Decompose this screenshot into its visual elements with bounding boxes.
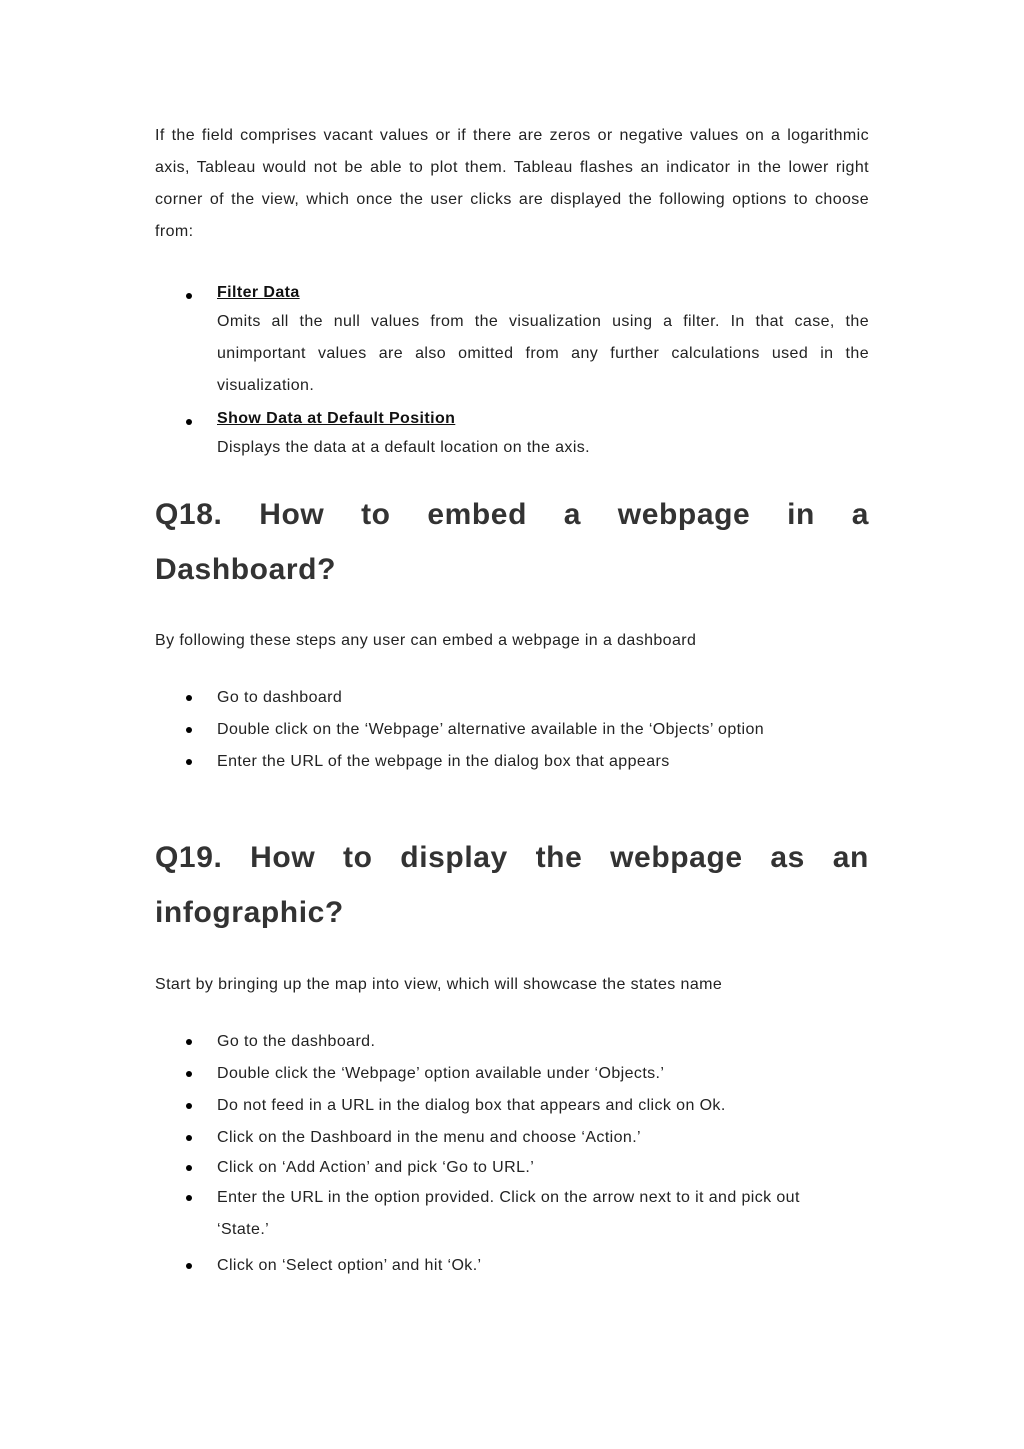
bullet-icon bbox=[186, 1039, 192, 1045]
step-text: Click on ‘Select option’ and hit ‘Ok.’ bbox=[217, 1257, 482, 1274]
bullet-icon bbox=[186, 695, 192, 701]
step-text: Enter the URL in the option provided. Click on the arrow next to it and pick out ‘State.’ bbox=[217, 1189, 800, 1238]
heading-word: webpage bbox=[610, 841, 743, 874]
list-item bbox=[155, 746, 815, 778]
list-item bbox=[155, 1058, 835, 1090]
step-text: Click on ‘Add Action’ and pick ‘Go to URL.’ bbox=[217, 1159, 535, 1176]
heading-word: How bbox=[259, 498, 325, 531]
option-title: Show Data at Default Position bbox=[217, 410, 456, 427]
heading-word: an bbox=[832, 841, 869, 874]
list-item bbox=[155, 1182, 817, 1246]
step-text: Go to dashboard bbox=[217, 689, 343, 706]
q19-steps-list bbox=[155, 1026, 835, 1282]
bullet-icon bbox=[186, 759, 192, 765]
bullet-icon bbox=[186, 1071, 192, 1077]
bullet-icon bbox=[186, 293, 192, 299]
list-item bbox=[155, 682, 815, 714]
step-text: Click on the Dashboard in the menu and choose ‘Action.’ bbox=[217, 1129, 642, 1146]
heading-word: a bbox=[563, 498, 582, 531]
list-item bbox=[155, 714, 815, 746]
heading-word: the bbox=[535, 841, 583, 874]
option-description: Displays the data at a default location on the axis. bbox=[217, 439, 591, 456]
bullet-icon bbox=[186, 1103, 192, 1109]
heading-word: a bbox=[851, 498, 869, 531]
list-item bbox=[155, 1090, 835, 1122]
heading-word: embed bbox=[427, 498, 528, 531]
heading-word: How bbox=[250, 841, 316, 874]
intro-paragraph: If the field comprises vacant values or if there are zeros or negative values on a logarithmic axis, Tableau would not be able to plot them. Tableau flashes an indicator in the lower right corner of the view, which once the user clicks are displayed the following options to choose from: bbox=[155, 127, 869, 240]
list-item bbox=[155, 280, 869, 402]
step-text: Do not feed in a URL in the dialog box that appears and click on Ok. bbox=[217, 1097, 726, 1114]
heading-word: Q18. bbox=[155, 498, 223, 531]
q19-heading-line2: infographic? bbox=[155, 896, 344, 929]
step-text: Double click on the ‘Webpage’ alternative available in the ‘Objects’ option bbox=[217, 721, 765, 738]
heading-word: to bbox=[343, 841, 373, 874]
bullet-icon bbox=[186, 419, 192, 425]
bullet-icon bbox=[186, 1195, 192, 1201]
q19-heading bbox=[155, 830, 869, 940]
list-item bbox=[155, 406, 869, 464]
heading-word: display bbox=[400, 841, 508, 874]
option-description: Omits all the null values from the visualization using a filter. In that case, the unimportant values are also omitted from any further calculations used in the visualization. bbox=[217, 313, 869, 394]
list-item bbox=[155, 1122, 835, 1154]
q18-heading bbox=[155, 487, 869, 597]
heading-word: in bbox=[787, 498, 815, 531]
q18-intro: By following these steps any user can embed a webpage in a dashboard bbox=[155, 632, 697, 649]
step-text: Double click the ‘Webpage’ option available under ‘Objects.’ bbox=[217, 1065, 665, 1082]
q18-heading-line1 bbox=[155, 487, 869, 542]
option-title: Filter Data bbox=[217, 284, 300, 301]
q19-intro: Start by bringing up the map into view, which will showcase the states name bbox=[155, 976, 723, 993]
bullet-icon bbox=[186, 1135, 192, 1141]
q19-heading-line1 bbox=[155, 830, 869, 885]
heading-word: webpage bbox=[617, 498, 751, 531]
q18-heading-line2: Dashboard? bbox=[155, 553, 337, 586]
bullet-icon bbox=[186, 1165, 192, 1171]
bullet-icon bbox=[186, 727, 192, 733]
heading-word: to bbox=[361, 498, 391, 531]
list-item bbox=[155, 1154, 835, 1182]
step-text: Enter the URL of the webpage in the dialog box that appears bbox=[217, 753, 670, 770]
q18-steps-list bbox=[155, 682, 815, 778]
heading-word: as bbox=[770, 841, 805, 874]
step-text: Go to the dashboard. bbox=[217, 1033, 376, 1050]
heading-word: Q19. bbox=[155, 841, 223, 874]
list-item bbox=[155, 1026, 835, 1058]
options-list bbox=[155, 280, 869, 464]
list-item bbox=[155, 1250, 835, 1282]
bullet-icon bbox=[186, 1263, 192, 1269]
